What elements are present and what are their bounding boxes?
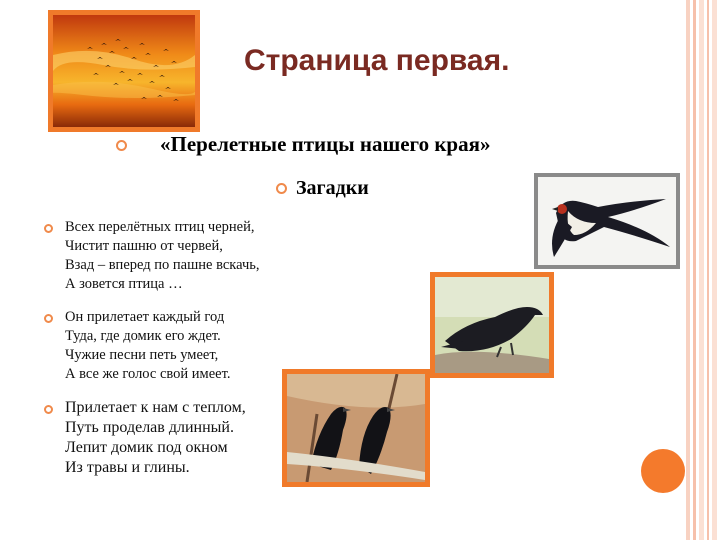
slide-subtitle: «Перелетные птицы нашего края» xyxy=(160,132,491,156)
riddle-1 xyxy=(65,218,259,294)
page-title: Страница первая. xyxy=(244,44,510,77)
decor-stripe xyxy=(707,0,709,540)
riddle-line: Лепит домик под окном xyxy=(65,439,228,456)
riddle-line: Он прилетает каждый год xyxy=(65,309,225,325)
sunset-birds-image xyxy=(48,10,200,132)
decor-stripe xyxy=(699,0,704,540)
riddle-line: Туда, где домик его ждет. xyxy=(65,328,221,344)
riddle-bullet-icon xyxy=(44,314,53,323)
section-heading: Загадки xyxy=(296,177,369,199)
decor-circle xyxy=(641,449,685,493)
riddle-2 xyxy=(65,308,230,384)
riddle-line: Взад – вперед по пашне вскачь, xyxy=(65,257,260,273)
riddle-line: А все же голос свой имеет. xyxy=(65,366,231,382)
riddle-line: Чужие песни петь умеет, xyxy=(65,347,219,363)
starling-image xyxy=(430,272,554,378)
riddle-bullet-icon xyxy=(44,405,53,414)
riddle-line: Всех перелётных птиц черней, xyxy=(65,219,255,235)
riddle-bullet-icon xyxy=(44,224,53,233)
subtitle-bullet-icon xyxy=(116,140,127,151)
riddle-line: Прилетает к нам с теплом, xyxy=(65,399,246,416)
riddle-3 xyxy=(65,398,246,478)
riddle-line: Из травы и глины. xyxy=(65,459,190,476)
decor-stripe xyxy=(686,0,690,540)
swallow-image xyxy=(534,173,680,269)
rooks-image xyxy=(282,369,430,487)
riddle-line: Путь проделав длинный. xyxy=(65,419,234,436)
riddle-line: Чистит пашню от червей, xyxy=(65,238,223,254)
decor-stripe xyxy=(712,0,717,540)
decor-stripe xyxy=(693,0,696,540)
riddle-line: А зовется птица … xyxy=(65,276,183,292)
heading-bullet-icon xyxy=(276,183,287,194)
